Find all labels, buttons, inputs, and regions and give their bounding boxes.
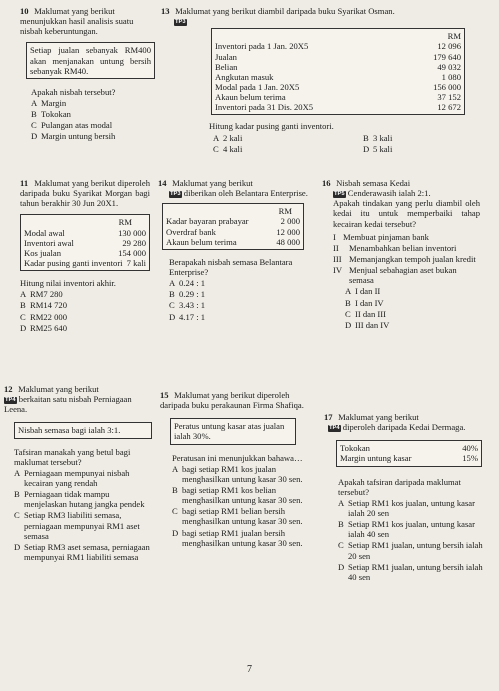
option-c xyxy=(213,144,363,154)
option-text: Membuat pinjaman bank xyxy=(343,231,429,242)
question-stem-a: Nisbah semasa Kedai xyxy=(336,178,411,188)
option-ii xyxy=(333,243,480,253)
tp-badge: TP3 xyxy=(175,19,186,26)
option-text: 0.29 : 1 xyxy=(179,289,206,300)
info-box-text: Nisbah semasa bagi ialah 3:1. xyxy=(18,425,121,436)
option-letter: B xyxy=(20,300,26,311)
option-text: 4.17 : 1 xyxy=(179,311,206,322)
option-d xyxy=(338,562,486,582)
data-rows xyxy=(215,41,461,112)
question-14 xyxy=(158,178,308,322)
data-row xyxy=(340,453,478,463)
row-value: 49 032 xyxy=(437,61,461,72)
data-row xyxy=(215,62,461,72)
row-label: Kadar pusing ganti inventori xyxy=(24,257,123,268)
option-letter: B xyxy=(31,109,37,120)
row-value: 37 152 xyxy=(437,92,461,103)
option-i xyxy=(333,232,480,242)
option-text: 4 kali xyxy=(223,143,243,154)
option-a xyxy=(172,464,310,484)
option-text: 5 kali xyxy=(373,143,393,154)
option-text: II dan III xyxy=(355,308,387,319)
option-letter: A xyxy=(172,463,179,474)
option-a xyxy=(31,98,155,108)
question-prompt: Hitung nilai inventori akhir. xyxy=(20,278,116,289)
option-text: RM14 720 xyxy=(30,300,68,311)
info-box xyxy=(170,418,296,444)
row-value: 12 096 xyxy=(437,41,461,52)
option-a xyxy=(345,286,480,296)
question-number: 11 xyxy=(20,178,29,188)
row-value: 7 kali xyxy=(126,257,146,268)
row-label: Modal awal xyxy=(24,227,65,238)
option-text: bagi setiap RM1 jualan bersih menghasilkan untung kasar 30 sen. xyxy=(182,527,303,548)
question-stem-a: Maklumat yang berikut xyxy=(172,178,253,188)
option-letter: B xyxy=(338,519,344,530)
row-label: Belian xyxy=(215,61,238,72)
row-label: Akaun belum terima xyxy=(215,92,286,103)
question-prompt: Hitung kadar pusing ganti inventori. xyxy=(209,121,334,132)
option-a xyxy=(14,468,152,488)
question-prompt: Apakah tafsiran daripada maklumat tersebut? xyxy=(338,476,461,497)
option-letter: C xyxy=(213,143,219,154)
option-c xyxy=(20,312,150,322)
option-text: I dan II xyxy=(355,286,381,297)
option-letter: D xyxy=(363,143,370,154)
option-letter: C xyxy=(345,308,351,319)
tp-badge: TP4 xyxy=(5,397,16,404)
option-b xyxy=(363,133,443,143)
tp-badge: TP4 xyxy=(329,425,340,432)
option-list xyxy=(14,468,152,562)
question-number: 15 xyxy=(160,390,169,400)
row-value: 40% xyxy=(462,443,478,454)
question-number: 16 xyxy=(322,178,331,188)
data-table-box xyxy=(20,214,150,271)
data-table-box xyxy=(162,203,304,250)
option-c xyxy=(338,540,486,560)
option-text: bagi setiap RM1 kos jualan menghasilkan untung kasar 30 sen. xyxy=(182,463,303,484)
data-row xyxy=(215,82,461,92)
row-label: Margin untung kasar xyxy=(340,453,412,464)
option-text: Perniagaan tidak mampu menjelaskan hutang jangka pendek xyxy=(24,489,145,510)
question-stem: Maklumat yang berikut diperoleh daripada buku perakaunan Firma Shafiqa. xyxy=(160,390,304,411)
question-number: 14 xyxy=(158,178,167,188)
option-text: Menjual sebahagian aset bukan semasa xyxy=(349,265,457,286)
data-row xyxy=(166,227,300,237)
option-text: Setiap RM1 kos jualan, untung kasar ialah 20 sen xyxy=(348,497,475,518)
option-d xyxy=(14,542,152,562)
option-list xyxy=(172,464,310,548)
data-table-box xyxy=(211,28,465,115)
option-letter: D xyxy=(169,311,176,322)
option-iv xyxy=(333,265,480,285)
question-number: 10 xyxy=(20,6,29,16)
question-prompt: Apakah tindakan yang perlu diambil oleh kedai itu untuk memperbaiki tahap kecairan kedai tersebut? xyxy=(333,198,480,229)
option-list xyxy=(20,289,150,333)
option-c xyxy=(169,300,308,310)
option-letter: C xyxy=(338,540,344,551)
option-letter: B xyxy=(345,297,351,308)
question-stem: Maklumat yang berikut diambil daripada buku Syarikat Osman. xyxy=(175,6,395,16)
row-label: Overdraf bank xyxy=(166,226,216,237)
option-text: bagi setiap RM1 kos belian menghasilkan untung kasar 30 sen. xyxy=(182,484,303,506)
option-text: Perniagaan mempunyai nisbah kecairan yang rendah xyxy=(24,467,130,488)
data-rows xyxy=(166,216,300,246)
data-table-box xyxy=(336,440,482,466)
option-letter: B xyxy=(172,484,178,495)
option-letter: IV xyxy=(333,265,343,276)
info-box xyxy=(26,42,155,78)
question-number: 17 xyxy=(324,412,333,422)
question-stem: Maklumat yang berikut diperoleh daripada buku Syarikat Morgan bagi tahun berakhir 30 Jun 20X1. xyxy=(20,178,150,209)
question-number: 13 xyxy=(161,6,170,16)
option-letter: B xyxy=(169,289,175,300)
option-letter: A xyxy=(31,97,38,108)
option-c xyxy=(14,510,152,540)
option-list xyxy=(158,278,308,322)
question-prompt: Tafsiran manakah yang betul bagi maklumat tersebut? xyxy=(14,446,131,467)
option-text: Setiap RM1 jualan, untung bersih ialah 20 sen xyxy=(348,540,483,561)
option-d xyxy=(20,323,150,333)
option-text: Tokokan xyxy=(41,109,71,120)
option-text: 2 kali xyxy=(223,132,243,143)
option-d xyxy=(363,144,443,154)
row-label: Tokokan xyxy=(340,443,370,454)
option-d xyxy=(172,528,310,548)
option-text: 0.24 : 1 xyxy=(179,278,206,289)
question-16 xyxy=(322,178,480,330)
data-row xyxy=(215,41,461,51)
option-b xyxy=(345,298,480,308)
currency-header: RM xyxy=(278,206,292,217)
row-value: 15% xyxy=(462,453,478,464)
row-label: Inventori pada 31 Dis. 20X5 xyxy=(215,102,314,113)
row-value: 154 000 xyxy=(118,247,146,258)
tp-badge: TP5 xyxy=(334,191,345,198)
row-value: 12 000 xyxy=(276,226,300,237)
currency-header: RM xyxy=(447,31,461,42)
option-letter: D xyxy=(172,527,179,538)
question-stem-b: diperoleh daripada Kedai Dermaga. xyxy=(342,422,466,433)
option-text: Pulangan atas modal xyxy=(41,120,113,131)
question-11 xyxy=(20,178,150,333)
row-label: Kadar bayaran prabayar xyxy=(166,216,249,227)
option-b xyxy=(20,300,150,310)
row-label: Inventori pada 1 Jan. 20X5 xyxy=(215,41,309,52)
row-value: 12 672 xyxy=(437,102,461,113)
data-row xyxy=(215,52,461,62)
option-letter: C xyxy=(31,120,37,131)
option-b xyxy=(31,109,155,119)
question-prompt: Berapakah nisbah semasa Belantara Enterprise? xyxy=(169,256,293,277)
data-rows xyxy=(340,443,478,463)
question-17 xyxy=(324,412,486,582)
option-b xyxy=(14,489,152,509)
row-value: 2 000 xyxy=(280,216,300,227)
option-letter: D xyxy=(345,319,352,330)
option-list xyxy=(334,286,480,330)
option-text: RM7 280 xyxy=(30,289,63,300)
info-box-text: Peratus untung kasar atas jualan ialah 30%. xyxy=(174,421,285,442)
option-list xyxy=(338,498,486,582)
option-letter: A xyxy=(345,286,352,297)
question-stem-a: Maklumat yang berikut xyxy=(338,412,419,422)
option-c xyxy=(172,506,310,526)
data-row xyxy=(215,102,461,112)
option-letter: A xyxy=(338,497,345,508)
data-row xyxy=(166,237,300,247)
option-text: Setiap RM3 aset semasa, perniagaan mempunyai RM1 liabiliti semasa xyxy=(24,541,150,562)
option-d xyxy=(169,312,308,322)
row-label: Akaun belum terima xyxy=(166,236,237,247)
question-10 xyxy=(20,6,155,142)
option-a xyxy=(20,289,150,299)
option-a xyxy=(338,498,486,518)
option-text: Margin xyxy=(41,97,67,108)
option-b xyxy=(169,289,308,299)
row-value: 156 000 xyxy=(433,81,461,92)
option-letter: D xyxy=(338,561,345,572)
option-d xyxy=(31,131,155,141)
data-row xyxy=(215,72,461,82)
option-text: Margin untung bersih xyxy=(41,131,116,142)
option-d xyxy=(345,320,480,330)
row-label: Kos jualan xyxy=(24,247,61,258)
option-text: RM25 640 xyxy=(30,322,68,333)
row-value: 48 000 xyxy=(276,236,300,247)
option-letter: B xyxy=(363,132,369,143)
option-letter: D xyxy=(14,541,21,552)
data-row xyxy=(340,443,478,453)
option-letter: I xyxy=(333,231,336,242)
info-box-text: Setiap jualan sebanyak RM400 akan menjanakan untung bersih sebanyak RM40. xyxy=(30,45,151,76)
option-text: 3.43 : 1 xyxy=(179,300,206,311)
question-15 xyxy=(160,390,310,548)
statement-list xyxy=(322,232,480,286)
question-stem-b: berkaitan satu nisbah Perniagaan Leena. xyxy=(4,394,132,415)
option-text: 3 kali xyxy=(373,132,393,143)
row-value: 29 280 xyxy=(122,237,146,248)
row-label: Modal pada 1 Jan. 20X5 xyxy=(215,81,300,92)
question-12 xyxy=(4,384,152,562)
option-c xyxy=(31,120,155,130)
data-row xyxy=(24,238,146,248)
tp-badge: TP3 xyxy=(170,191,181,198)
option-text: Setiap RM1 jualan, untung bersih ialah 40 sen xyxy=(348,561,483,582)
option-b xyxy=(338,519,486,539)
option-text: I dan IV xyxy=(355,297,384,308)
option-letter: A xyxy=(20,289,27,300)
option-a xyxy=(169,278,308,288)
option-text: Setiap RM3 liabiliti semasa, perniagaan mempunyai RM1 aset semasa xyxy=(24,510,140,541)
option-letter: III xyxy=(333,253,342,264)
question-prompt: Peratusan ini menunjukkan bahawa… xyxy=(172,452,303,463)
row-label: Inventori awal xyxy=(24,237,74,248)
option-letter: D xyxy=(31,131,38,142)
question-stem-b: Cenderawasih ialah 2:1. xyxy=(347,188,431,199)
currency-header: RM xyxy=(118,217,132,228)
option-letter: D xyxy=(20,322,27,333)
row-value: 1 080 xyxy=(441,71,461,82)
data-row xyxy=(24,258,146,268)
data-rows xyxy=(24,228,146,269)
row-value: 130 000 xyxy=(118,227,146,238)
option-letter: A xyxy=(169,278,176,289)
option-text: III dan IV xyxy=(355,319,390,330)
option-a xyxy=(213,133,363,143)
data-row xyxy=(24,228,146,238)
question-stem: Maklumat yang berikut menunjukkan hasil analisis suatu nisbah keberuntungan. xyxy=(20,6,134,37)
page-number: 7 xyxy=(247,664,252,675)
option-letter: C xyxy=(20,311,26,322)
question-number: 12 xyxy=(4,384,13,394)
info-box xyxy=(14,422,152,438)
option-letter: C xyxy=(172,506,178,517)
option-text: Menambahkan belian inventori xyxy=(349,242,457,253)
option-b xyxy=(172,485,310,505)
row-label: Jualan xyxy=(215,51,237,62)
option-c xyxy=(345,309,480,319)
option-text: bagi setiap RM1 belian bersih menghasilkan untung kasar 30 sen. xyxy=(182,506,303,527)
option-letter: A xyxy=(213,132,220,143)
row-value: 179 640 xyxy=(433,51,461,62)
option-text: Memanjangkan tempoh jualan kredit xyxy=(349,253,476,264)
option-letter: B xyxy=(14,489,20,500)
option-text: RM22 000 xyxy=(30,311,68,322)
option-list xyxy=(213,132,473,154)
option-iii xyxy=(333,254,480,264)
option-letter: II xyxy=(333,242,339,253)
option-list xyxy=(20,98,155,142)
option-letter: A xyxy=(14,467,21,478)
row-label: Angkutan masuk xyxy=(215,71,274,82)
question-13 xyxy=(161,6,473,154)
option-letter: C xyxy=(169,300,175,311)
question-stem-a: Maklumat yang berikut xyxy=(18,384,99,394)
data-row xyxy=(166,216,300,226)
question-stem-b: diberikan oleh Belantara Enterprise. xyxy=(183,188,308,199)
option-letter: C xyxy=(14,510,20,521)
question-prompt: Apakah nisbah tersebut? xyxy=(31,86,116,97)
option-text: Setiap RM1 kos jualan, untung kasar ialah 40 sen xyxy=(348,519,475,540)
data-row xyxy=(215,92,461,102)
data-row xyxy=(24,248,146,258)
